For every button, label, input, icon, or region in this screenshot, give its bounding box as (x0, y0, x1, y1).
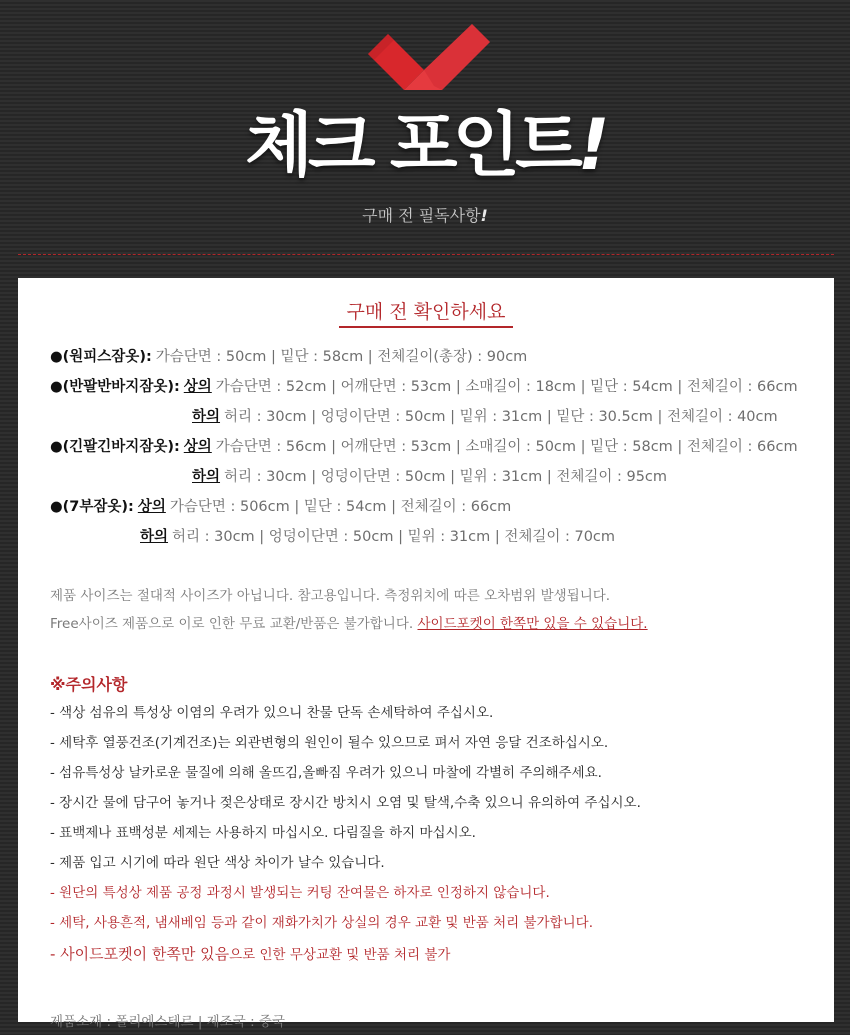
page-title-exclamation: ! (577, 104, 605, 186)
caution-item: - 표백제나 표백성분 세제는 사용하지 마십시오. 다림질을 하지 마십시오. (50, 825, 476, 841)
size-row-spec: 허리 : 30cm | 엉덩이단면 : 50cm | 밑위 : 31cm | 밑단 : 30.5cm | 전체길이 : 40cm (224, 409, 778, 425)
caution-item: - 세탁후 열풍건조(기계건조)는 외관변형의 원인이 될수 있으므로 펴서 자연 응달 건조하십시오. (50, 735, 609, 751)
size-row (50, 522, 802, 552)
size-row-part: 하의 (192, 409, 221, 425)
size-row-spec: 허리 : 30cm | 엉덩이단면 : 50cm | 밑위 : 31cm | 전체길이 : 95cm (224, 469, 668, 485)
size-row-label: ●(반팔반바지잠옷): (50, 379, 180, 395)
size-row-part: 상의 (137, 499, 166, 515)
check-mark-icon (362, 20, 492, 92)
exchange-note (50, 610, 802, 638)
size-list (50, 342, 802, 552)
page-subtitle (0, 204, 850, 228)
caution-item: - 섬유특성상 날카로운 물질에 의해 올뜨김,올빠짐 우려가 있으니 마찰에 각별히 주의해주세요. (50, 765, 602, 781)
size-row (50, 462, 802, 492)
pocket-warning: 사이드포켓이 한쪽만 있을 수 있습니다. (417, 616, 648, 632)
dashed-divider (18, 254, 834, 255)
caution-title: ※주의사항 (50, 675, 128, 694)
size-row-spec: 가슴단면 : 56cm | 어깨단면 : 53cm | 소매길이 : 50cm | 밑단 : 58cm | 전체길이 : 66cm (215, 439, 798, 455)
caution-item: - 장시간 물에 담구어 놓거나 젖은상태로 장시간 방치시 오염 및 탈색,수축 있으니 유의하여 주십시오. (50, 795, 641, 811)
card-heading: 구매 전 확인하세요 (339, 298, 514, 328)
caution-pocket-strong: - 사이드포켓이 한쪽만 있음 (50, 945, 230, 963)
size-note: 제품 사이즈는 절대적 사이즈가 아닙니다. 참고용입니다. 측정위치에 따른 오차범위 발생됩니다. (50, 588, 611, 604)
size-row-spec: 가슴단면 : 50cm | 밑단 : 58cm | 전체길이(총장) : 90cm (155, 349, 528, 365)
size-row (50, 492, 802, 522)
size-row (50, 432, 802, 462)
caution-list (50, 698, 802, 971)
size-row-label: ●(긴팔긴바지잠옷): (50, 439, 180, 455)
caution-item-red: - 세탁, 사용흔적, 냄새베임 등과 같이 재화가치가 상실의 경우 교환 및 반품 처리 불가합니다. (50, 915, 594, 931)
size-row (50, 402, 802, 432)
size-row-label: ●(원피스잠옷): (50, 349, 152, 365)
size-row-part: 하의 (140, 529, 169, 545)
page-title-text: 체크 포인트 (245, 104, 578, 186)
caution-item: - 색상 섬유의 특성상 이염의 우려가 있으니 찬물 단독 손세탁하여 주십시오. (50, 705, 494, 721)
material-info: 제품소재 : 폴리에스테르 | 제조국 : 중국 (50, 1014, 286, 1030)
card-heading-wrap (50, 278, 802, 328)
page-subtitle-text: 구매 전 필독사항 (362, 206, 481, 225)
size-row-part: 상의 (183, 439, 212, 455)
caution-item-red: - 원단의 특성상 제품 공정 과정시 발생되는 커팅 잔여물은 하자로 인정하지 않습니다. (50, 885, 550, 901)
size-row-part: 하의 (192, 469, 221, 485)
caution-pocket-rest: 으로 인한 무상교환 및 반품 처리 불가 (229, 947, 451, 963)
size-row-part: 상의 (183, 379, 212, 395)
page-title (0, 100, 850, 190)
info-card (18, 278, 834, 1030)
page-subtitle-exclamation: ! (480, 206, 488, 225)
size-row-spec: 가슴단면 : 52cm | 어깨단면 : 53cm | 소매길이 : 18cm | 밑단 : 54cm | 전체길이 : 66cm (215, 379, 798, 395)
caution-item-pocket (50, 938, 802, 971)
size-row (50, 342, 802, 372)
size-row-spec: 허리 : 30cm | 엉덩이단면 : 50cm | 밑위 : 31cm | 전체길이 : 70cm (172, 529, 616, 545)
size-row-spec: 가슴단면 : 506cm | 밑단 : 54cm | 전체길이 : 66cm (169, 499, 512, 515)
exchange-note-text: Free사이즈 제품으로 이로 인한 무료 교환/반품은 불가합니다. (50, 616, 414, 632)
size-row-label: ●(7부잠옷): (50, 499, 134, 515)
caution-item: - 제품 입고 시기에 따라 원단 색상 차이가 날수 있습니다. (50, 855, 385, 871)
size-row (50, 372, 802, 402)
